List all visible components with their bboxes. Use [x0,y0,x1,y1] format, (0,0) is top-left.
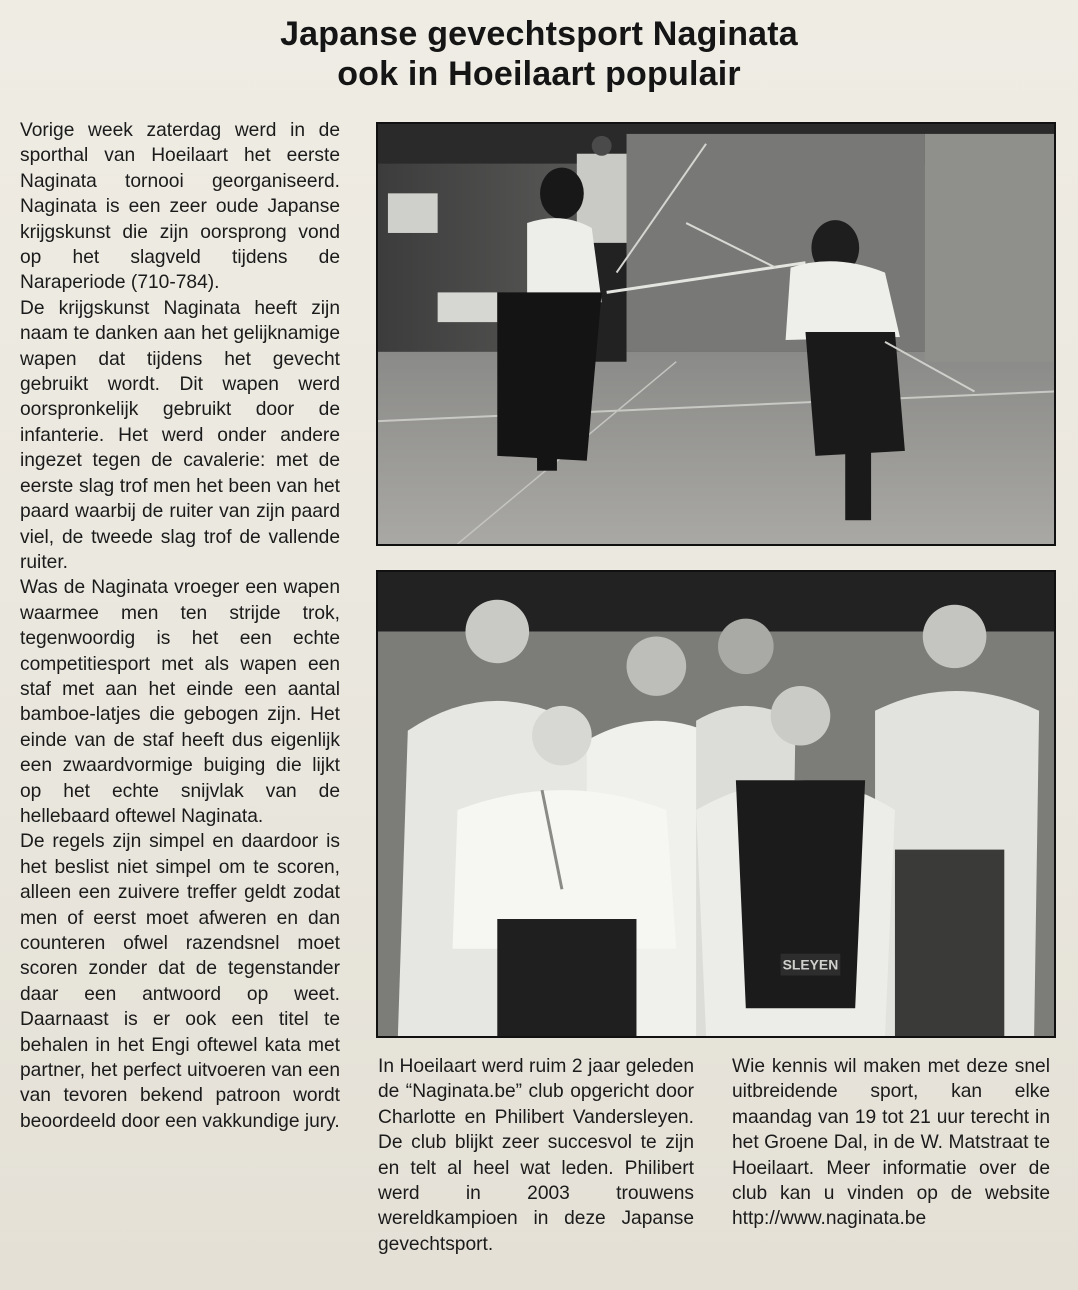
headline [0,14,1078,94]
paragraph-weapon: De krijgskunst Naginata heeft zijn naam te danken aan het gelijknamige wapen dat tijdens het gevecht gebruikt wordt. Dit wapen werd oorspronkelijk gebruikt door de infanterie. Het werd onder andere ingezet tegen de cavalerie: met de eerste slag trof men het been van het paard waarbij de ruiter van zijn paard viel, de tweede slag trof de vallende ruiter. [20,297,340,573]
photo-naginata-match [376,122,1056,546]
headline-line-2: ook in Hoeilaart populair [337,55,741,93]
paragraph-intro: Vorige week zaterdag werd in de sporthal van Hoeilaart het eerste Naginata tornooi georganiseerd. Naginata is een zeer oude Japanse krijgskunst die zijn oorsprong vond op het slagveld tijdens de Naraperiode (710-784). [20,120,340,294]
photo-club-members [376,570,1056,1038]
match-photo-illustration [378,124,1054,544]
paragraph-competition: Was de Naginata vroeger een wapen waarmee men ten strijde trok, tegenwoordig is het een echte competitiesport met als wapen een staf met aan het einde een aantal bamboe-latjes die gebogen zijn. Het einde van de staf heeft dus eigenlijk een zwaardvormige buiging die lijkt op het echte snijvlak van de hellebaard oftewel Naginata. [20,577,340,827]
headline-line-1: Japanse gevechtsport Naginata [280,15,798,53]
paragraph-contact: Wie kennis wil maken met deze snel uitbreidende sport, kan elke maandag van 19 tot 21 uur terecht in het Groene Dal, in de W. Matstraat te Hoeilaart. Meer informatie over de club kan u vinden op de website http://www.naginata.be [732,1056,1050,1230]
paragraph-club: In Hoeilaart werd ruim 2 jaar geleden de “Naginata.be” club opgericht door Charlotte en Philibert Vandersleyen. De club blijkt zeer succesvol te zijn en telt al heel wat leden. Philibert werd in 2003 trouwens wereldkampioen in deze Japanse gevechtsport. [378,1056,694,1255]
article-middle-column [378,1054,694,1257]
article-left-column [20,118,340,1134]
article-right-column [732,1054,1050,1232]
bib-sign: SLEYEN [782,956,839,973]
group-photo-illustration [378,572,1054,1036]
paragraph-rules: De regels zijn simpel en daardoor is het beslist niet simpel om te scoren, alleen een zuivere treffer geldt zodat men of eerst moet afweren en dan counteren ofwel razendsnel moet scoren zonder dat de tegenstander daar een antwoord op weet. Daarnaast is er ook een titel te behalen in het Engi oftewel kata met partner, het perfect uitvoeren van een van tevoren bekend patroon wordt beoordeeld door een vakkundige jury. [20,831,340,1132]
